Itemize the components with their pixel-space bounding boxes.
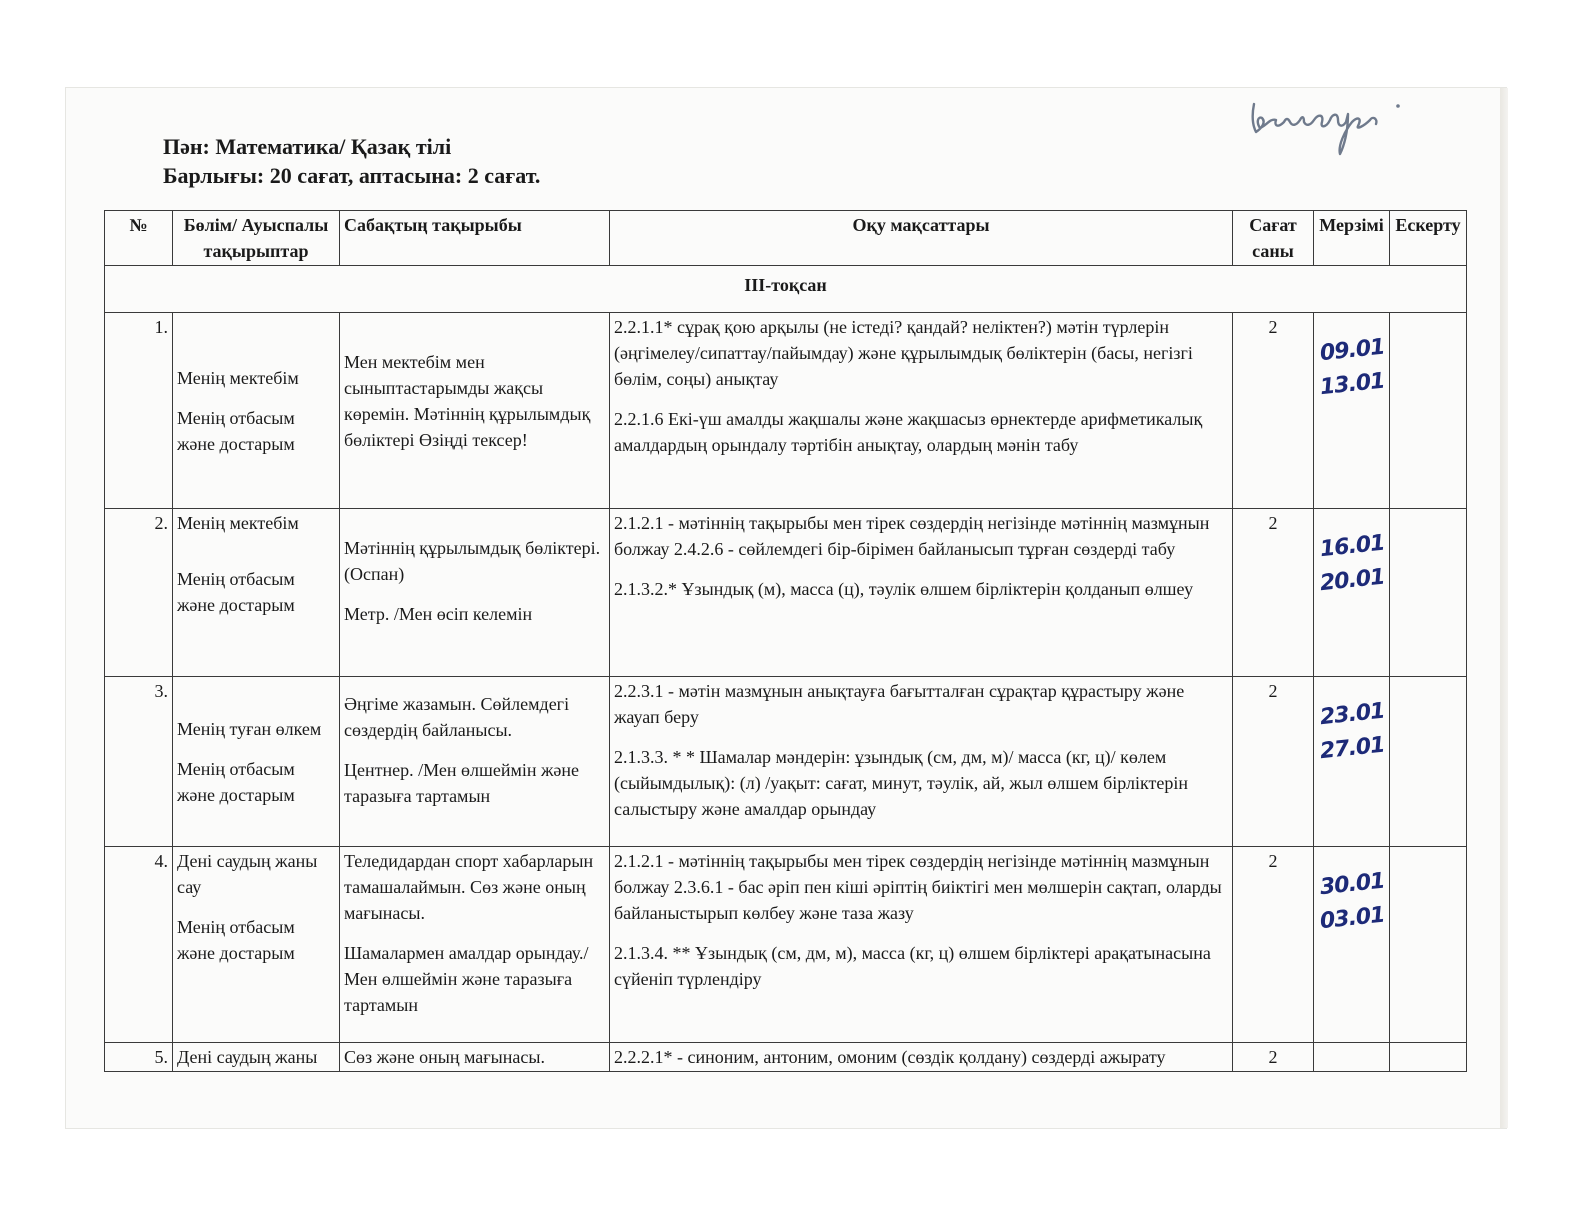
goal-line: 2.2.3.1 - мәтін мазмұнын анықтауға бағытталған сұрақтар құрастыру және жауап беру (614, 681, 1185, 727)
col-header-number: № (105, 211, 173, 266)
sheet-edge (1500, 88, 1508, 1128)
goal-line: 2.2.2.1* - синоним, антоним, омоним (сөздік қолдану) сөздерді ажырату (614, 1047, 1166, 1067)
row-number: 5. (105, 1043, 173, 1072)
handwritten-date: 16.01 (1318, 530, 1386, 563)
row-number: 4. (105, 847, 173, 1043)
goal-line: 2.1.3.4. ** Ұзындық (см, дм, м), масса (кг, ц) өлшем бірліктері арақатынасына сүйеніп түрлендіру (614, 943, 1211, 989)
table-row (105, 509, 1467, 677)
section-line: Менің отбасым және достарым (177, 758, 295, 805)
section-cell (173, 847, 340, 1043)
topic-cell (340, 847, 610, 1043)
dates-cell (1314, 677, 1390, 847)
goal-line: 2.2.1.1* сұрақ қою арқылы (не істеді? қандай? неліктен?) мәтін түрлерін (әңгімелеу/сипаттау/пайымдау) және құрылымдық бөліктерін (басы, негізгі бөлім, соңы) анықтау (614, 317, 1193, 389)
note-cell (1390, 1043, 1467, 1072)
goals-cell (610, 847, 1233, 1043)
goals-cell (610, 1043, 1233, 1072)
col-header-goals: Оқу мақсаттары (610, 211, 1233, 266)
dates-cell (1314, 313, 1390, 509)
topic-line: Әңгіме жазамын. Сөйлемдегі сөздердің байланысы. (344, 694, 570, 740)
col-header-note: Ескерту (1390, 211, 1467, 266)
col-header-hours: Сағат саны (1233, 211, 1314, 266)
subject-title: Пән: Математика/ Қазақ тілі (163, 134, 452, 159)
goal-line: 2.1.2.1 - мәтіннің тақырыбы мен тірек сөздердің негізінде мәтіннің мазмұнын болжау 2.4.2.6 - сөйлемдегі бір-бірімен байланысып тұрған сөздерді табу (614, 513, 1210, 559)
hours-cell: 2 (1233, 677, 1314, 847)
topic-cell (340, 677, 610, 847)
section-line: Менің отбасым және достарым (177, 569, 295, 615)
table-row (105, 677, 1467, 847)
handwritten-date: 20.01 (1318, 564, 1386, 597)
quarter-row (105, 266, 1467, 313)
table-row (105, 313, 1467, 509)
document-header (163, 132, 540, 190)
dates-cell (1314, 1043, 1390, 1072)
hours-cell: 2 (1233, 1043, 1314, 1072)
goal-line: 2.1.2.1 - мәтіннің тақырыбы мен тірек сөздердің негізінде мәтіннің мазмұнын болжау 2.3.6.1 - бас әріп пен кіші әріптің биіктігі мен мөлшерін сақтап, оларды байланыстырып көлбеу және таза жазу (614, 851, 1222, 923)
topic-line: Мәтіннің құрылымдық бөліктері.(Оспан) (344, 538, 601, 584)
handwritten-date: 23.01 (1318, 698, 1386, 731)
goal-line: 2.2.1.6 Екі-үш амалды жақшалы және жақшасыз өрнектерде арифметикалық амалдардың орындалу тәртібін анықтау, олардың мәнін табу (614, 409, 1203, 455)
hours-cell: 2 (1233, 509, 1314, 677)
row-number: 3. (105, 677, 173, 847)
section-cell (173, 1043, 340, 1072)
hours-cell: 2 (1233, 313, 1314, 509)
section-cell (173, 677, 340, 847)
table-row (105, 847, 1467, 1043)
section-line: Менің мектебім (177, 367, 299, 388)
table-header-row (105, 211, 1467, 266)
section-line: Менің мектебім (177, 513, 299, 533)
topic-cell (340, 509, 610, 677)
col-header-deadline: Мерзімі (1314, 211, 1390, 266)
hours-cell: 2 (1233, 847, 1314, 1043)
handwritten-date: 03.01 (1318, 902, 1386, 935)
note-cell (1390, 677, 1467, 847)
quarter-label: ІІІ-тоқсан (105, 266, 1467, 313)
col-header-section: Бөлім/ Ауыспалы тақырыптар (173, 211, 340, 266)
goal-line: 2.1.3.2.* Ұзындық (м), масса (ц), тәулік өлшем бірліктерін қолданып өлшеу (614, 579, 1194, 599)
hours-total: Барлығы: 20 сағат, аптасына: 2 сағат. (163, 163, 541, 188)
lesson-plan-table (104, 210, 1467, 1072)
note-cell (1390, 847, 1467, 1043)
handwritten-signature (1248, 92, 1418, 162)
section-cell (173, 313, 340, 509)
handwritten-date: 30.01 (1318, 868, 1386, 901)
section-line: Дені саудың жаны сау (177, 851, 318, 897)
col-header-topic: Сабақтың тақырыбы (340, 211, 610, 266)
goals-cell (610, 313, 1233, 509)
topic-line: Центнер. /Мен өлшеймін және таразыға тартамын (344, 760, 580, 806)
topic-line: Мен мектебім мен сыныптастарымды жақсы көремін. Мәтіннің құрылымдық бөліктері Өзіңді тексер! (344, 352, 591, 450)
topic-cell (340, 313, 610, 509)
section-line: Менің отбасым және достарым (177, 407, 295, 454)
topic-line: Теледидардан спорт хабарларын тамашалаймын. Сөз және оның мағынасы. (344, 851, 594, 923)
section-line: Дені саудың жаны (177, 1047, 318, 1067)
handwritten-date: 13.01 (1318, 368, 1386, 401)
goals-cell (610, 677, 1233, 847)
section-line: Менің отбасым және достарым (177, 917, 295, 963)
section-cell (173, 509, 340, 677)
topic-line: Шамалармен амалдар орындау./Мен өлшеймін және таразыға тартамын (344, 943, 589, 1015)
topic-line: Сөз және оның мағынасы. (344, 1047, 545, 1067)
handwritten-date: 09.01 (1318, 334, 1386, 367)
dates-cell (1314, 847, 1390, 1043)
row-number: 2. (105, 509, 173, 677)
topic-line: Метр. /Мен өсіп келемін (344, 604, 533, 624)
note-cell (1390, 313, 1467, 509)
handwritten-date: 27.01 (1318, 732, 1386, 765)
row-number: 1. (105, 313, 173, 509)
dates-cell (1314, 509, 1390, 677)
goal-line: 2.1.3.3. * * Шамалар мәндерін: ұзындық (см, дм, м)/ масса (кг, ц)/ көлем (сыйымдылық): (л) /уақыт: сағат, минут, тәулік, ай, жыл өлшем бірліктерін салыстыру және амалдар орындау (614, 747, 1189, 819)
note-cell (1390, 509, 1467, 677)
topic-cell (340, 1043, 610, 1072)
table-row (105, 1043, 1467, 1072)
section-line: Менің туған өлкем (177, 718, 322, 739)
goals-cell (610, 509, 1233, 677)
